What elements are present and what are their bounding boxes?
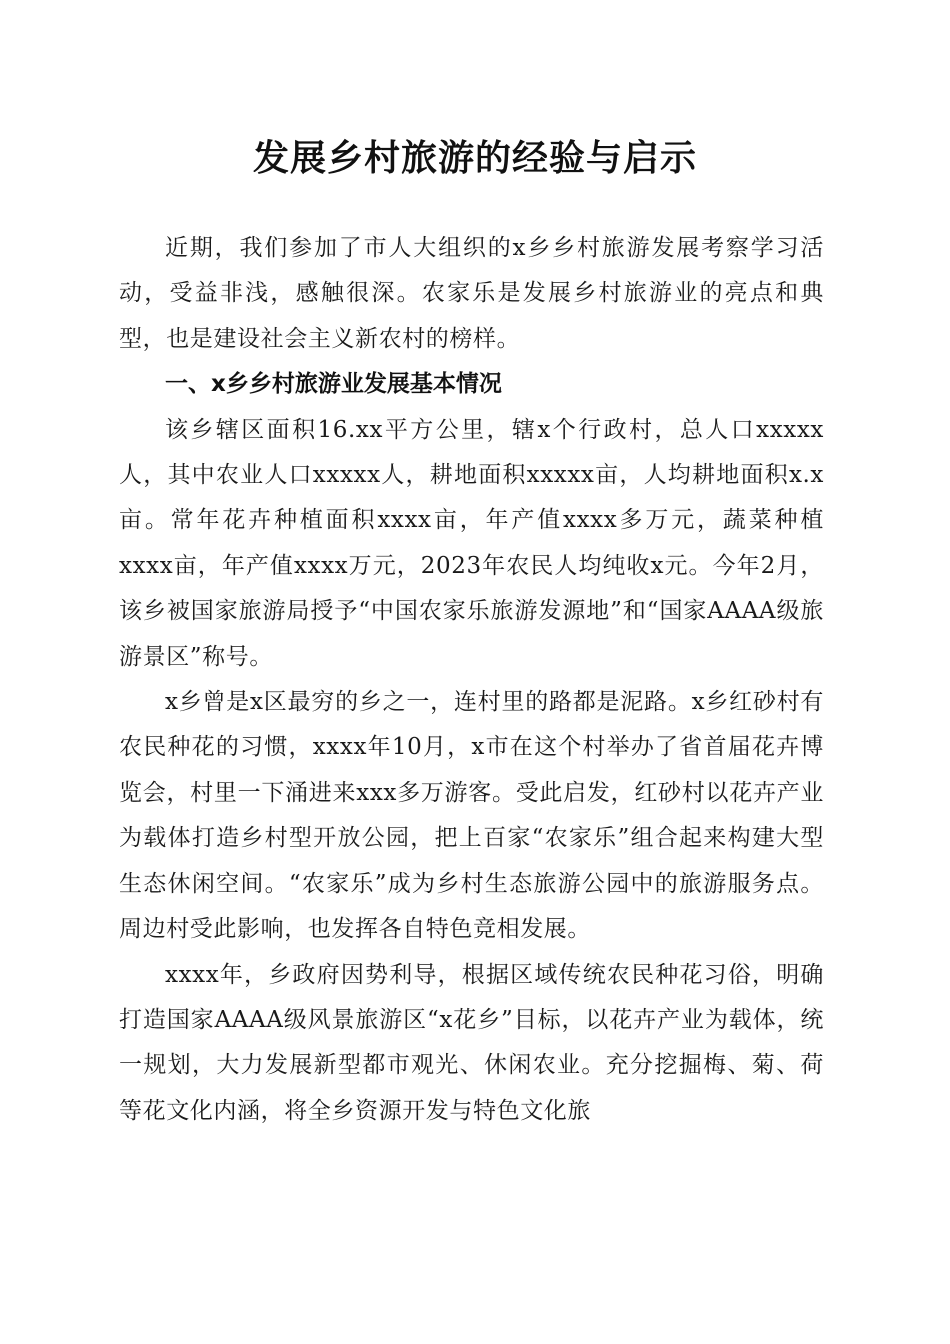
paragraph-development: xxxx年，乡政府因势利导，根据区域传统农民种花习俗，明确打造国家AAAA级风景旅游区“x花乡”目标，以花卉产业为载体，统一规划，大力发展新型都市观光、休闲农业。充分挖掘梅、菊、荷等花文化内涵，将全乡资源开发与特色文化旅 [119, 961, 824, 1124]
paragraph-history: x乡曾是x区最穷的乡之一，连村里的路都是泥路。x乡红砂村有农民种花的习惯，xxxx年10月，x市在这个村举办了省首届花卉博览会，村里一下涌进来xxx多万游客。受此启发，红砂村以花卉产业为载体打造乡村型开放公园，把上百家“农家乐”组合起来构建大型生态休闲空间。“农家乐”成为乡村生态旅游公园中的旅游服务点。周边村受此影响，也发挥各自特色竞相发展。 [119, 689, 824, 943]
paragraph-basic-info: 该乡辖区面积16.xx平方公里，辖x个行政村，总人口xxxxx人，其中农业人口xxxxx人，耕地面积xxxxx亩，人均耕地面积x.x亩。常年花卉种植面积xxxx亩，年产值xxxx多万元，蔬菜种植xxxx亩，年产值xxxx万元，2023年农民人均纯收x元。今年2月，该乡被国家旅游局授予“中国农家乐旅游发源地”和“国家AAAA级旅游景区”称号。 [119, 416, 824, 670]
section-heading-1: 一、x乡乡村旅游业发展基本情况 [165, 371, 502, 398]
document-title: 发展乡村旅游的经验与启示 [252, 137, 697, 179]
paragraph-intro: 近期，我们参加了市人大组织的x乡乡村旅游发展考察学习活动，受益非浅，感触很深。农家乐是发展乡村旅游业的亮点和典型，也是建设社会主义新农村的榜样。 [119, 235, 824, 352]
document-body [119, 226, 824, 1134]
